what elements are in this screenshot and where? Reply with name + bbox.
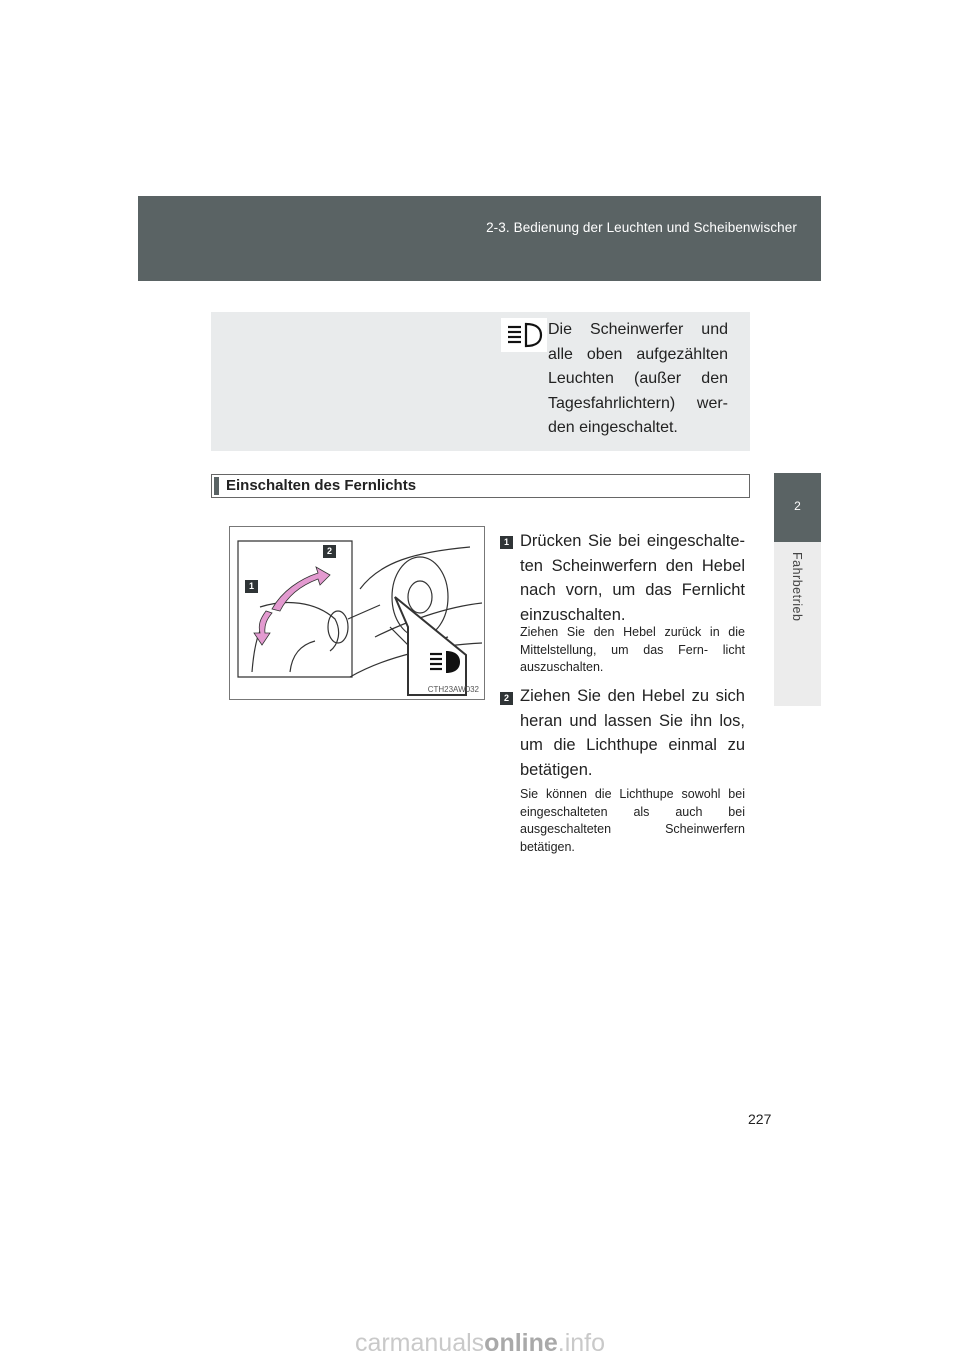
step-2-note: Sie können die Lichthupe sowohl bei eingeschalteten als auch bei ausgeschalteten Scheinwerfern betätigen. — [520, 787, 745, 854]
step-2-text: Ziehen Sie den Hebel zu sich heran und lassen Sie ihn los, um die Lichthupe einmal zu betätigen. — [520, 687, 745, 779]
watermark-suffix: .info — [557, 1329, 606, 1357]
watermark-brand: carmanuals — [354, 1329, 485, 1357]
step-1-badge: 1 — [500, 536, 513, 549]
chapter-tab — [774, 473, 821, 542]
watermark — [0, 1329, 960, 1358]
chapter-tab-number: 2 — [794, 499, 801, 513]
step-1-text: Drücken Sie bei eingeschalte- ten Scheinwerfern den Hebel nach vorn, um das Fernlicht einzuschalten. — [520, 532, 745, 624]
chapter-header-band — [138, 196, 821, 281]
step-1-note: Ziehen Sie den Hebel zurück in die Mittelstellung, um das Fern- licht auszuschalten. — [520, 625, 745, 674]
step-2-badge: 2 — [500, 692, 513, 705]
section-header — [211, 474, 750, 498]
chapter-tab-label: Fahrbetrieb — [790, 552, 804, 622]
watermark-online: online — [484, 1329, 558, 1357]
callout-2: 2 — [323, 545, 336, 558]
lever-illustration — [229, 526, 485, 700]
info-box — [211, 312, 750, 451]
page-number: 227 — [748, 1111, 772, 1127]
info-box-text: Die Scheinwerfer und alle oben aufgezählten Leuchten (außer den Tagesfahrlichtern) wer- den eingeschaltet. — [548, 321, 728, 436]
illustration-code: CTH23AW032 — [427, 685, 479, 694]
section-title: Einschalten des Fernlichts — [226, 477, 417, 494]
callout-1: 1 — [245, 580, 258, 593]
headlight-icon — [501, 318, 547, 352]
chapter-section-title: 2-3. Bedienung der Leuchten und Scheibenwischer — [486, 220, 797, 235]
section-header-bar — [214, 477, 219, 495]
